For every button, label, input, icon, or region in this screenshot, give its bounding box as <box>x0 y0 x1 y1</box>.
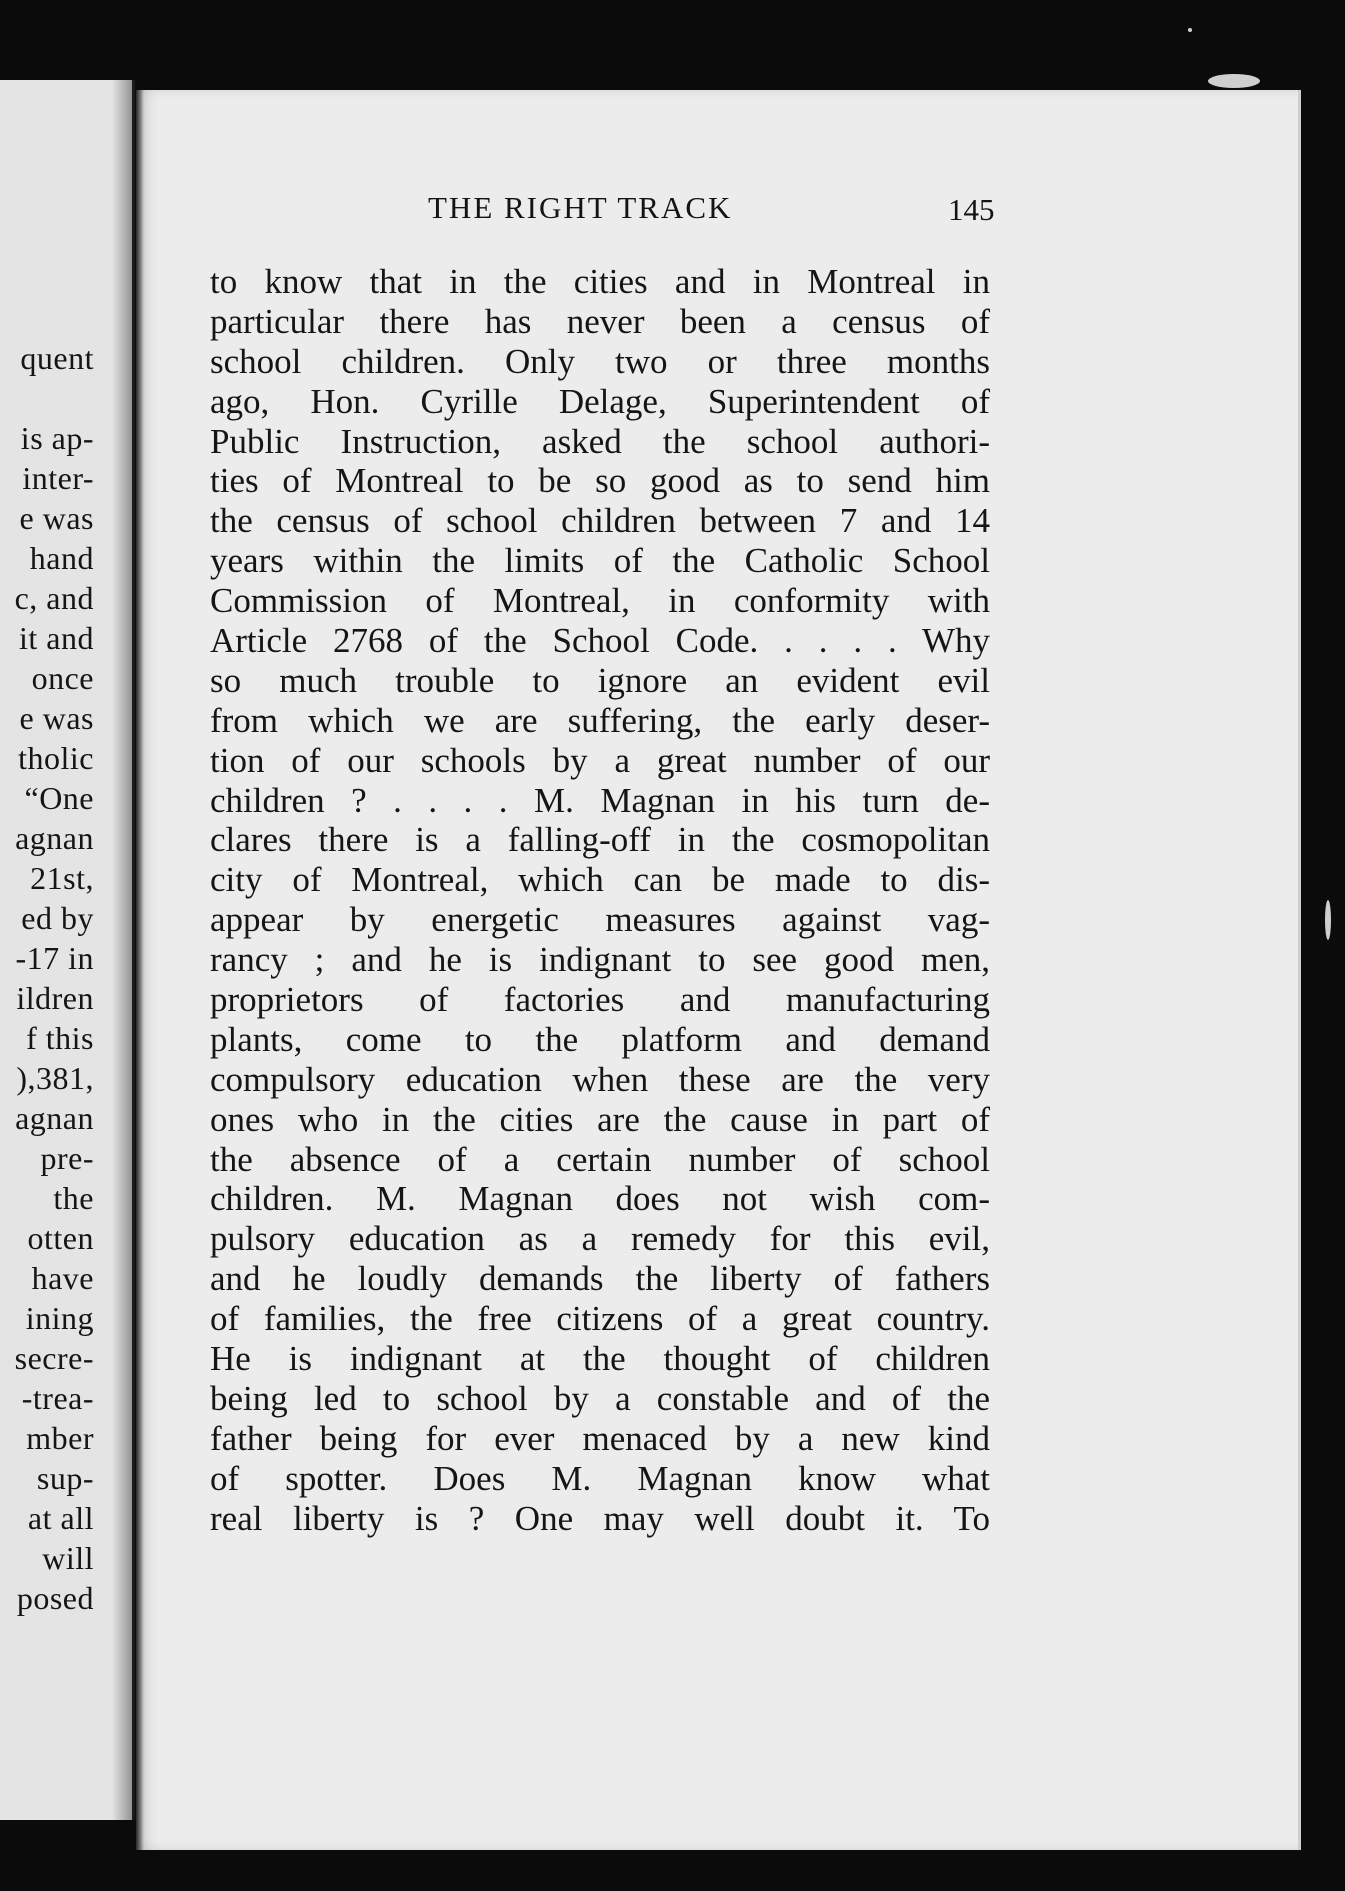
text-line: children ? . . . . M. Magnan in his turn de- <box>210 780 990 820</box>
left-fragment-line: ed by <box>21 900 94 936</box>
text-line: Article 2768 of the School Code. . . . . Why <box>210 621 990 661</box>
left-fragment-line: otten <box>27 1220 94 1256</box>
left-fragment-line: have <box>31 1260 94 1296</box>
left-page-text-fragments <box>15 338 94 1618</box>
text-line: the absence of a certain number of school <box>210 1139 990 1179</box>
left-fragment-line: agnan <box>15 1100 94 1136</box>
left-fragment-line: will <box>42 1540 94 1576</box>
text-line: rancy ; and he is indignant to see good men, <box>210 940 990 980</box>
text-line: Commission of Montreal, in conformity with <box>210 581 990 621</box>
book-spine-shadow <box>136 90 144 1850</box>
left-fragment-line: agnan <box>15 820 94 856</box>
left-fragment-line: c, and <box>14 580 94 616</box>
text-line: children. M. Magnan does not wish com- <box>210 1179 990 1219</box>
left-fragment-line: ),381, <box>16 1060 94 1096</box>
left-fragment-line: is ap- <box>20 420 94 456</box>
text-line: from which we are suffering, the early deser- <box>210 700 990 740</box>
text-line: city of Montreal, which can be made to dis- <box>210 860 990 900</box>
body-text <box>210 262 990 1539</box>
left-fragment-line: f this <box>26 1020 94 1056</box>
left-fragment-line: inter- <box>22 460 94 496</box>
gutter-shadow <box>112 80 132 1820</box>
left-fragment-line: tholic <box>18 740 94 776</box>
left-fragment-line: “One <box>24 780 94 816</box>
text-line: being led to school by a constable and of the <box>210 1378 990 1418</box>
text-line: He is indignant at the thought of children <box>210 1339 990 1379</box>
text-line: years within the limits of the Catholic School <box>210 541 990 581</box>
right-page <box>136 90 1301 1850</box>
left-fragment-line: at all <box>27 1500 94 1536</box>
text-line: of spotter. Does M. Magnan know what <box>210 1458 990 1498</box>
text-line: ago, Hon. Cyrille Delage, Superintendent of <box>210 381 990 421</box>
text-line: so much trouble to ignore an evident evil <box>210 660 990 700</box>
left-fragment-line: 21st, <box>30 860 94 896</box>
scan-speck <box>1208 74 1260 88</box>
text-line: appear by energetic measures against vag- <box>210 900 990 940</box>
text-line: real liberty is ? One may well doubt it. To <box>210 1498 990 1538</box>
page-number: 145 <box>948 192 995 227</box>
text-line: school children. Only two or three months <box>210 341 990 381</box>
left-fragment-line: ildren <box>16 980 94 1016</box>
left-fragment-line: once <box>31 660 94 696</box>
left-fragment-line: pre- <box>40 1140 94 1176</box>
running-head: THE RIGHT TRACK <box>428 190 733 225</box>
text-line: particular there has never been a census of <box>210 301 990 341</box>
left-fragment-line: secre- <box>14 1340 94 1376</box>
text-line: Public Instruction, asked the school authori- <box>210 421 990 461</box>
left-fragment-line: -trea- <box>21 1380 94 1416</box>
text-line: compulsory education when these are the very <box>210 1059 990 1099</box>
left-fragment-line: e was <box>19 500 94 536</box>
scan-speck <box>1325 900 1331 940</box>
left-fragment-line: the <box>53 1180 94 1216</box>
text-line: pulsory education as a remedy for this evil, <box>210 1219 990 1259</box>
text-line: father being for ever menaced by a new kind <box>210 1418 990 1458</box>
text-line: to know that in the cities and in Montreal in <box>210 262 990 301</box>
left-fragment-line: it and <box>19 620 94 656</box>
left-fragment-line: e was <box>19 700 94 736</box>
text-line: plants, come to the platform and demand <box>210 1019 990 1059</box>
text-line: proprietors of factories and manufacturing <box>210 980 990 1020</box>
text-line: ties of Montreal to be so good as to send him <box>210 461 990 501</box>
text-line: clares there is a falling-off in the cosmopolitan <box>210 820 990 860</box>
text-line: ones who in the cities are the cause in part of <box>210 1099 990 1139</box>
left-fragment-line: mber <box>26 1420 94 1456</box>
left-fragment-line: hand <box>29 540 94 576</box>
text-line: and he loudly demands the liberty of fathers <box>210 1259 990 1299</box>
left-facing-page <box>0 80 135 1820</box>
text-line: the census of school children between 7 and 14 <box>210 501 990 541</box>
left-fragment-line: sup- <box>36 1460 94 1496</box>
text-line: tion of our schools by a great number of our <box>210 740 990 780</box>
text-line: of families, the free citizens of a great country. <box>210 1299 990 1339</box>
left-fragment-line: posed <box>16 1580 94 1616</box>
left-fragment-line: ining <box>25 1300 94 1336</box>
page-edge <box>1298 90 1301 1850</box>
scan-speck <box>1188 28 1192 32</box>
left-fragment-line: quent <box>20 340 94 376</box>
left-fragment-line: -17 in <box>15 940 94 976</box>
